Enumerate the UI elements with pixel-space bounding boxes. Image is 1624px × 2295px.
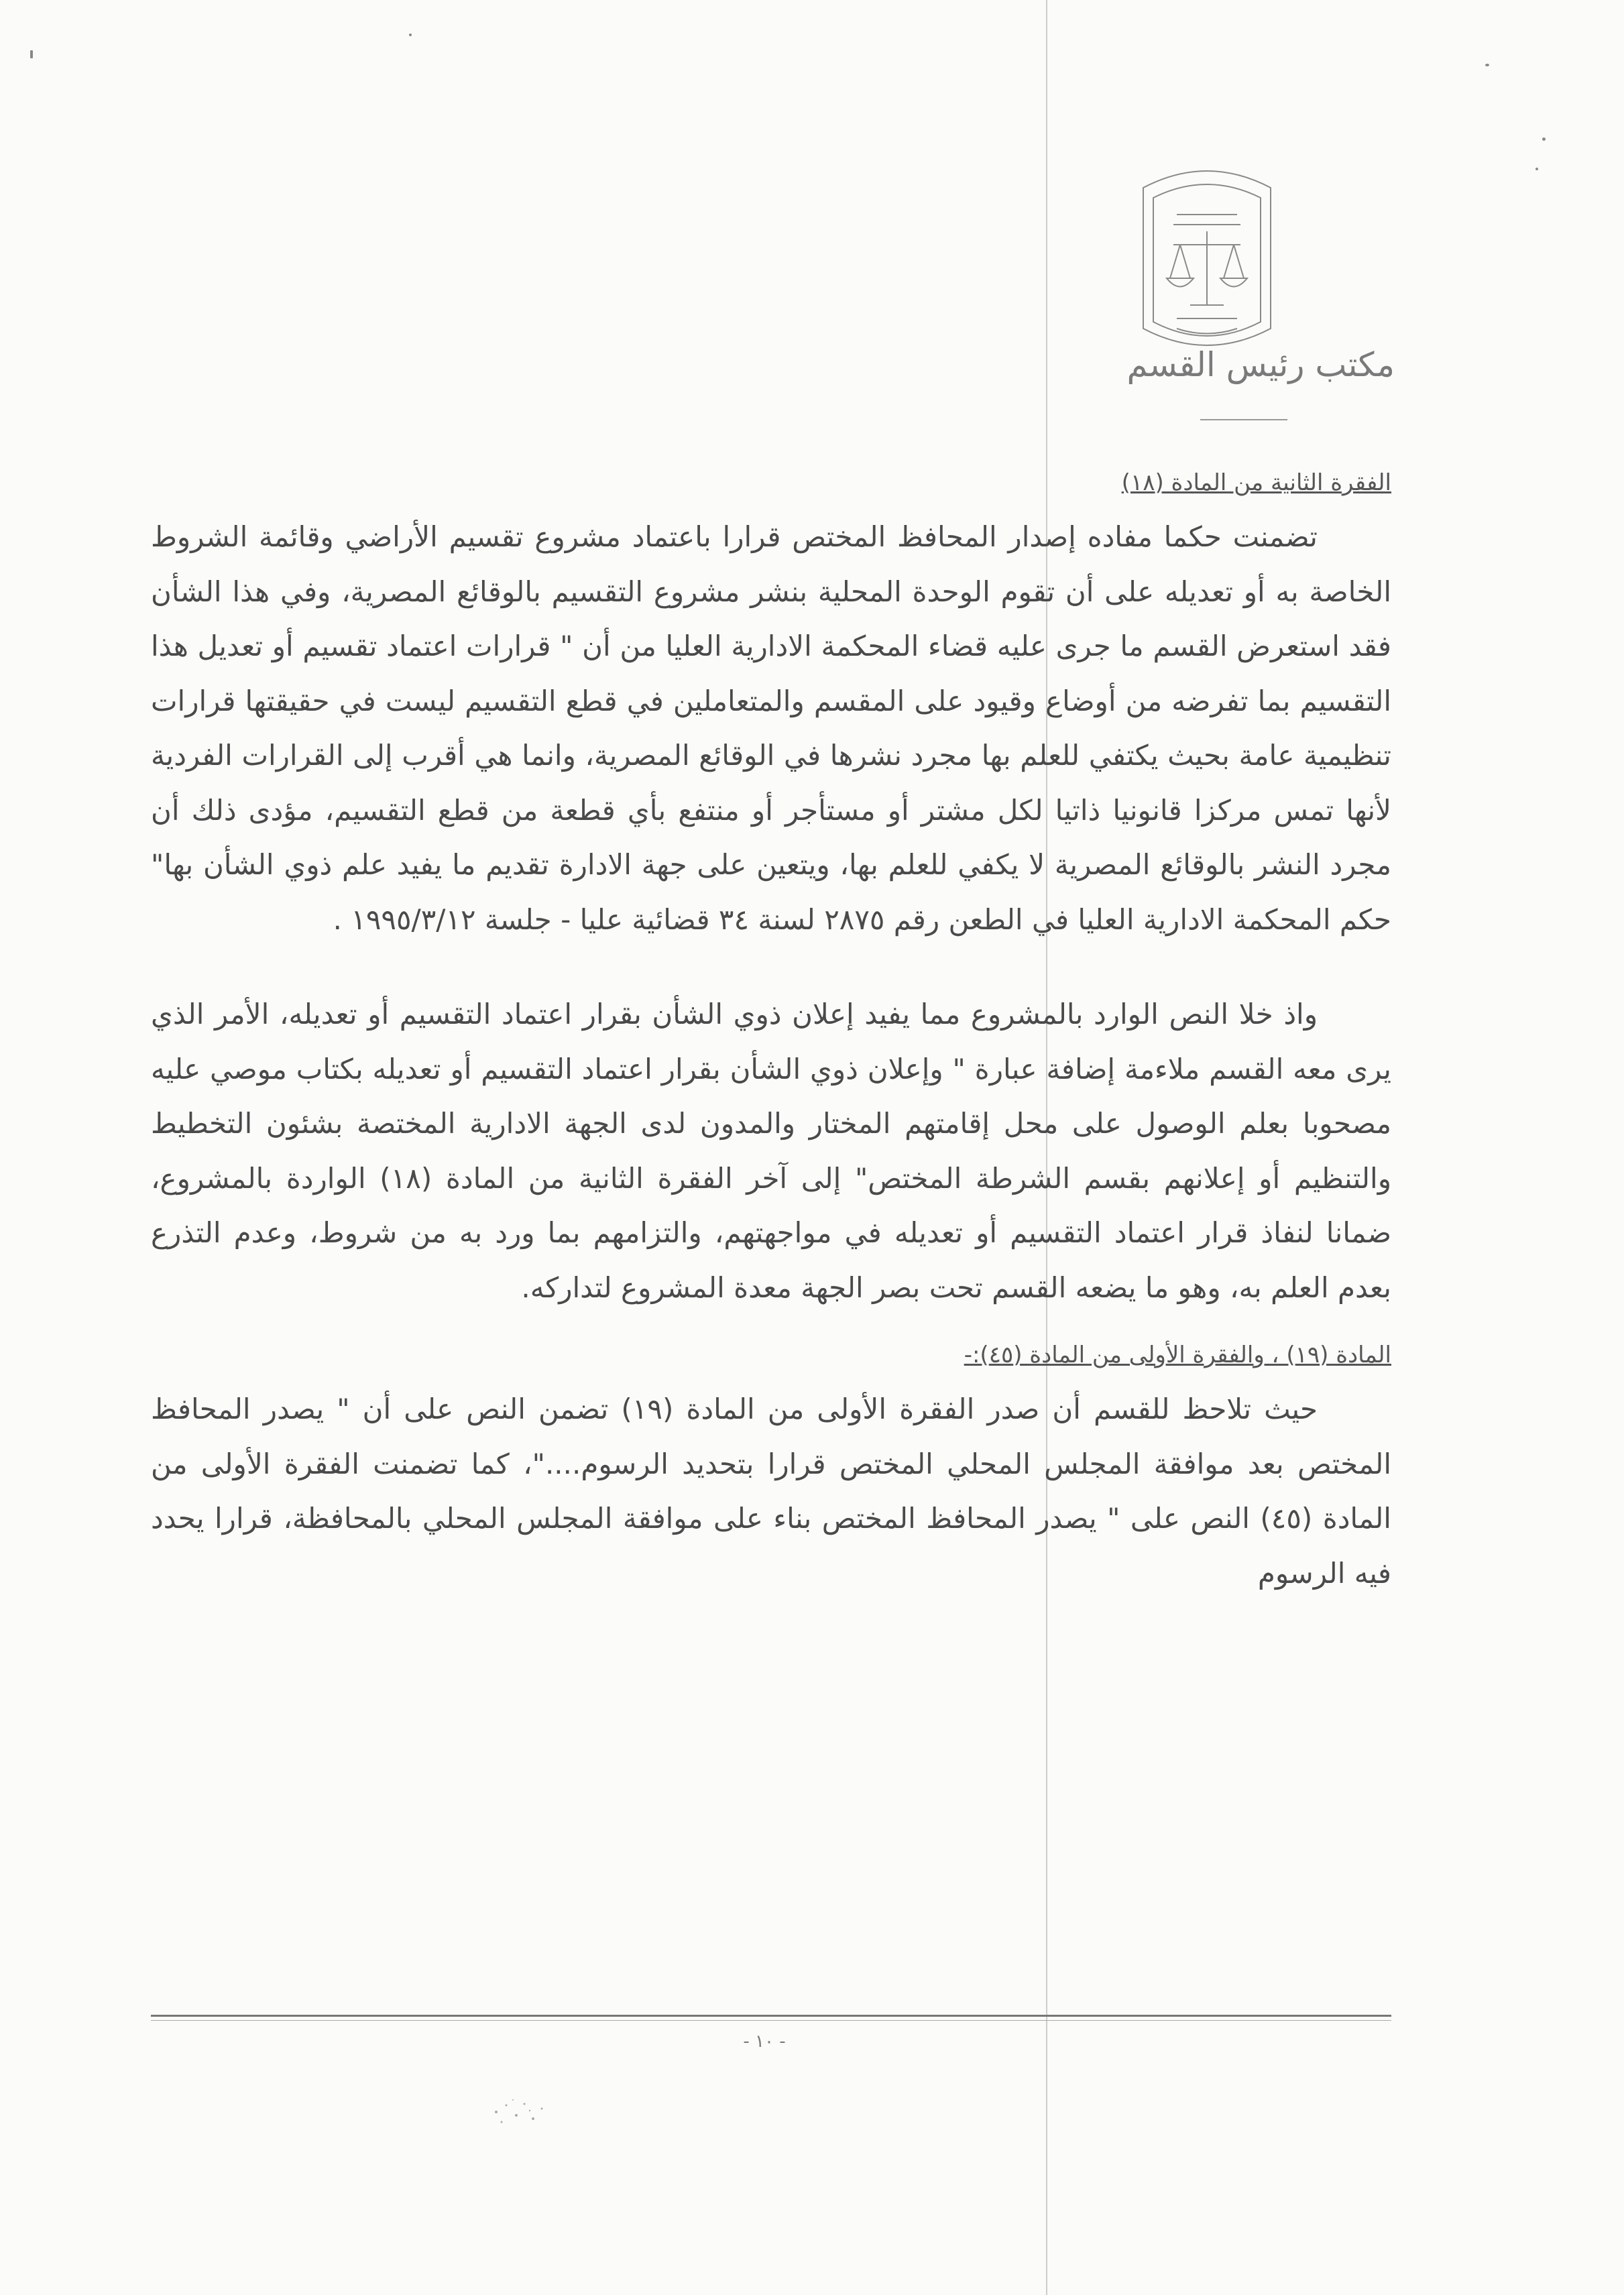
paragraph-spacer bbox=[151, 947, 1391, 987]
footer-rule bbox=[151, 2015, 1391, 2017]
paragraph: حيث تلاحظ للقسم أن صدر الفقرة الأولى من المادة (١٩) تضمن النص على أن " يصدر المحافظ المختص بعد موافقة المجلس المحلي المختص قرارا بتحديد الرسوم...."، كما تضمنت الفقرة الأولى من المادة (٤٥) النص على " يصدر المحافظ المختص بناء على موافقة المجلس المحلي بالمحافظة، قرارا يحدد فيه الرسوم bbox=[151, 1393, 1391, 1590]
scan-smudge-icon bbox=[483, 2092, 557, 2132]
paragraph-spacer bbox=[151, 1315, 1391, 1335]
section-heading: الفقرة الثانية من المادة (١٨) bbox=[1121, 469, 1391, 496]
scan-speck bbox=[1485, 64, 1489, 66]
paragraph: واذ خلا النص الوارد بالمشروع مما يفيد إعلان ذوي الشأن بقرار اعتماد التقسيم أو تعديله، الأمر الذي يرى معه القسم ملاءمة إضافة عبارة " وإعلان ذوي الشأن بقرار اعتماد التقسيم أو تعديله بكتاب موصي عليه مصحوبا بعلم الوصول على محل إقامتهم المختار والمدون لدى الجهة الادارية المختصة بشئون التخطيط والتنظيم أو إعلانهم بقسم الشرطة المختص" إلى آخر الفقرة الثانية من المادة (١٨) الواردة بالمشروع، ضمانا لنفاذ قرار اعتماد التقسيم أو تعديله في مواجهتهم، والتزامهم بما ورد به من شروط، وعدم التذرع بعدم العلم به، وهو ما يضعه القسم تحت بصر الجهة معدة المشروع لتداركه. bbox=[151, 998, 1391, 1304]
section-heading: المادة (١٩) ، والفقرة الأولى من المادة (٤٥):- bbox=[964, 1342, 1391, 1368]
scan-speck bbox=[1535, 168, 1538, 170]
office-title-underline bbox=[1200, 419, 1287, 420]
scan-speck bbox=[1542, 137, 1546, 141]
scan-speck bbox=[30, 50, 33, 58]
document-body bbox=[151, 463, 1391, 1600]
office-title: مكتب رئيس القسم bbox=[1126, 345, 1395, 384]
paragraph: تضمنت حكما مفاده إصدار المحافظ المختص قرارا باعتماد مشروع تقسيم الأراضي وقائمة الشروط الخاصة به أو تعديله على أن تقوم الوحدة المحلية بنشر مشروع التقسيم بالوقائع المصرية، وفي هذا الشأن فقد استعرض القسم ما جرى عليه قضاء المحكمة الادارية العليا من أن " قرارات اعتماد تقسيم أو تعديل هذا التقسيم بما تفرضه من أوضاع وقيود على المقسم والمتعاملين في قطع التقسيم ليست في حقيقتها قرارات تنظيمية عامة بحيث يكتفي للعلم بها مجرد نشرها في الوقائع المصرية، وانما هي أقرب إلى القرارات الفردية لأنها تمس مركزا قانونيا ذاتيا لكل مشتر أو مستأجر أو منتفع بأي قطعة من قطع التقسيم، مؤدى ذلك أن مجرد النشر بالوقائع المصرية لا يكفي للعلم بها، ويتعين على جهة الادارة تقديم ما يفيد علم ذوي الشأن بها" حكم المحكمة الادارية العليا في الطعن رقم ٢٨٧٥ لسنة ٣٤ قضائية عليا - جلسة ١٩٩٥/٣/١٢ . bbox=[151, 520, 1391, 936]
scan-speck bbox=[409, 34, 412, 36]
page-number: - ١٠ - bbox=[743, 2032, 786, 2052]
footer-rule bbox=[151, 2020, 1391, 2021]
